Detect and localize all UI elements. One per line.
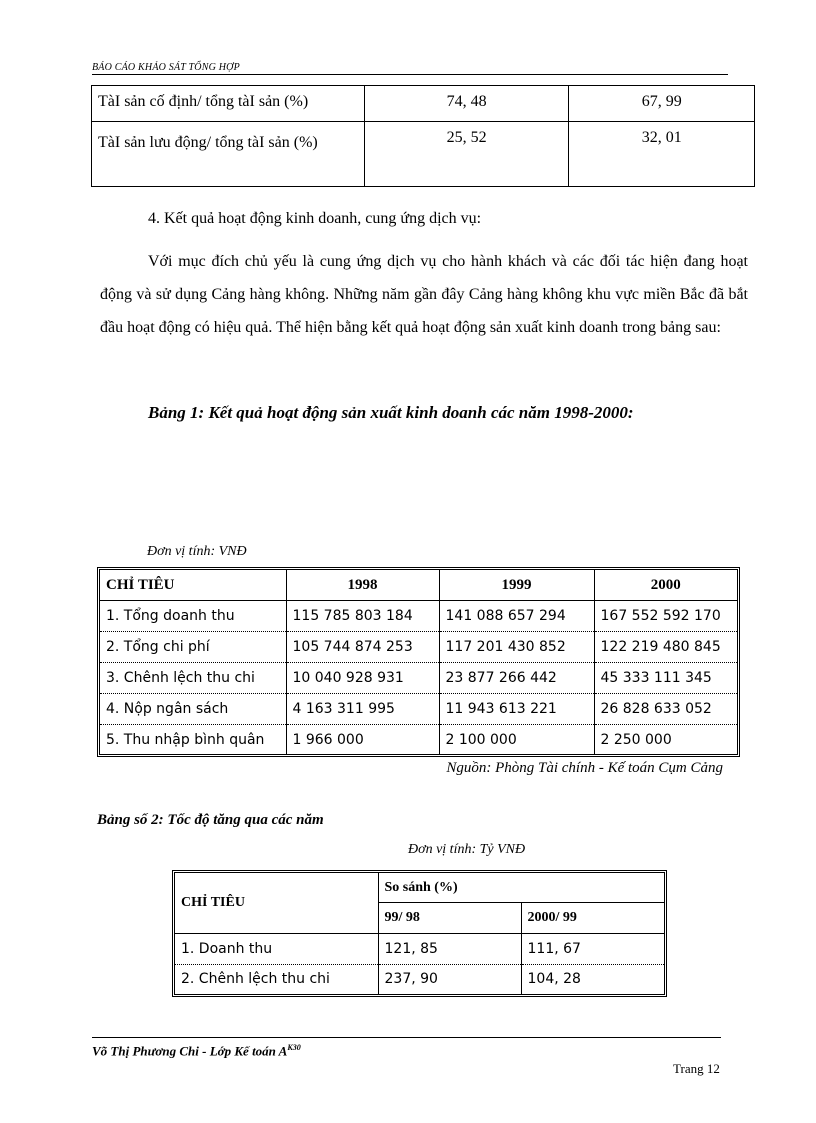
table-cell: 11 943 613 221 (439, 694, 594, 725)
results-table-frame (97, 567, 740, 757)
growth-table-frame (172, 870, 667, 997)
table-cell: 3. Chênh lệch thu chi (100, 663, 286, 694)
table-cell: 122 219 480 845 (594, 632, 737, 663)
table-row (175, 964, 664, 994)
table-cell: 2 250 000 (600, 732, 672, 748)
column-header: So sánh (%) (378, 873, 664, 903)
table1-source: Nguồn: Phòng Tài chính - Kế toán Cụm Cảng (446, 760, 723, 776)
table-row (100, 632, 737, 663)
footer-author (92, 1043, 301, 1059)
table2-caption: Bảng số 2: Tốc độ tăng qua các năm (97, 812, 324, 828)
table-cell: 105 744 874 253 (286, 632, 439, 663)
table-cell: 32, 01 (569, 122, 755, 187)
table-cell: 26 828 633 052 (594, 694, 737, 725)
table-row (92, 122, 755, 187)
table-cell: 67, 99 (569, 86, 755, 122)
author-text: Võ Thị Phương Chi - Lớp Kế toán A (92, 1043, 288, 1059)
table-row (100, 601, 737, 632)
table-cell: TàI sản cố định/ tổng tàI sản (%) (92, 86, 365, 122)
table-cell: 104, 28 (527, 971, 581, 988)
table-cell: 23 877 266 442 (439, 663, 594, 694)
table-row (92, 86, 755, 122)
table-row (100, 725, 737, 756)
column-header: 2000/ 99 (521, 903, 664, 934)
table-cell: 74, 48 (364, 86, 569, 122)
table-cell: 2. Chênh lệch thu chi (175, 964, 378, 994)
table-cell: 5. Thu nhập bình quân (100, 725, 286, 756)
table-cell: 111, 67 (521, 933, 664, 964)
growth-table (175, 873, 664, 994)
page-number: Trang 12 (673, 1061, 720, 1076)
table-row (100, 694, 737, 725)
table-header-row (175, 873, 664, 903)
table-cell: 10 040 928 931 (286, 663, 439, 694)
table-cell: 1 966 000 (286, 725, 439, 756)
table-header-row (100, 570, 737, 601)
table-cell: 2. Tổng chi phí (100, 632, 286, 663)
column-header: CHỈ TIÊU (175, 873, 378, 933)
table-cell: 25, 52 (364, 122, 569, 187)
table-cell: 4. Nộp ngân sách (100, 694, 286, 725)
table-cell: TàI sản lưu động/ tổng tàI sản (%) (92, 122, 365, 187)
table-cell: 141 088 657 294 (439, 601, 594, 632)
table-cell: 45 333 111 345 (594, 663, 737, 694)
footer-divider (92, 1037, 721, 1038)
column-header: CHỈ TIÊU (100, 570, 286, 601)
section-heading: 4. Kết quả hoạt động kinh doanh, cung ứng dịch vụ: (148, 210, 482, 227)
class-superscript: K30 (287, 1043, 301, 1052)
table1-unit: Đơn vị tính: VNĐ (147, 544, 247, 559)
column-header: 1998 (286, 570, 439, 601)
table-cell: 121, 85 (378, 933, 521, 964)
table-cell: 167 552 592 170 (594, 601, 737, 632)
table-cell: 1. Tổng doanh thu (100, 601, 286, 632)
body-paragraph: Với mục đích chủ yếu là cung ứng dịch vụ cho hành khách và các đối tác hiện đang hoạt động và sử dụng Cảng hàng không. Những năm gần đây Cảng hàng không khu vực miền Bắc đã bắt đầu hoạt động có hiệu quả. Thể hiện bằng kết quả hoạt động sản xuất kinh doanh trong bảng sau: (100, 253, 748, 336)
table-cell: 1. Doanh thu (175, 933, 378, 964)
table-row (175, 933, 664, 964)
table1-caption: Bảng 1: Kết quả hoạt động sản xuất kinh doanh các năm 1998-2000: (148, 403, 634, 422)
table-cell: 115 785 803 184 (286, 601, 439, 632)
page-header: BÁO CÁO KHẢO SÁT TỔNG HỢP (92, 62, 728, 75)
column-header: 2000 (594, 570, 737, 601)
column-header: 99/ 98 (378, 903, 521, 934)
table-cell: 2 100 000 (439, 725, 594, 756)
table-row (100, 663, 737, 694)
column-header: 1999 (439, 570, 594, 601)
table-cell: 4 163 311 995 (286, 694, 439, 725)
table-cell: 117 201 430 852 (439, 632, 594, 663)
ratio-table (91, 85, 755, 187)
table-cell: 237, 90 (378, 964, 521, 994)
results-table (100, 570, 737, 755)
table2-unit: Đơn vị tính: Tỷ VNĐ (408, 842, 526, 857)
